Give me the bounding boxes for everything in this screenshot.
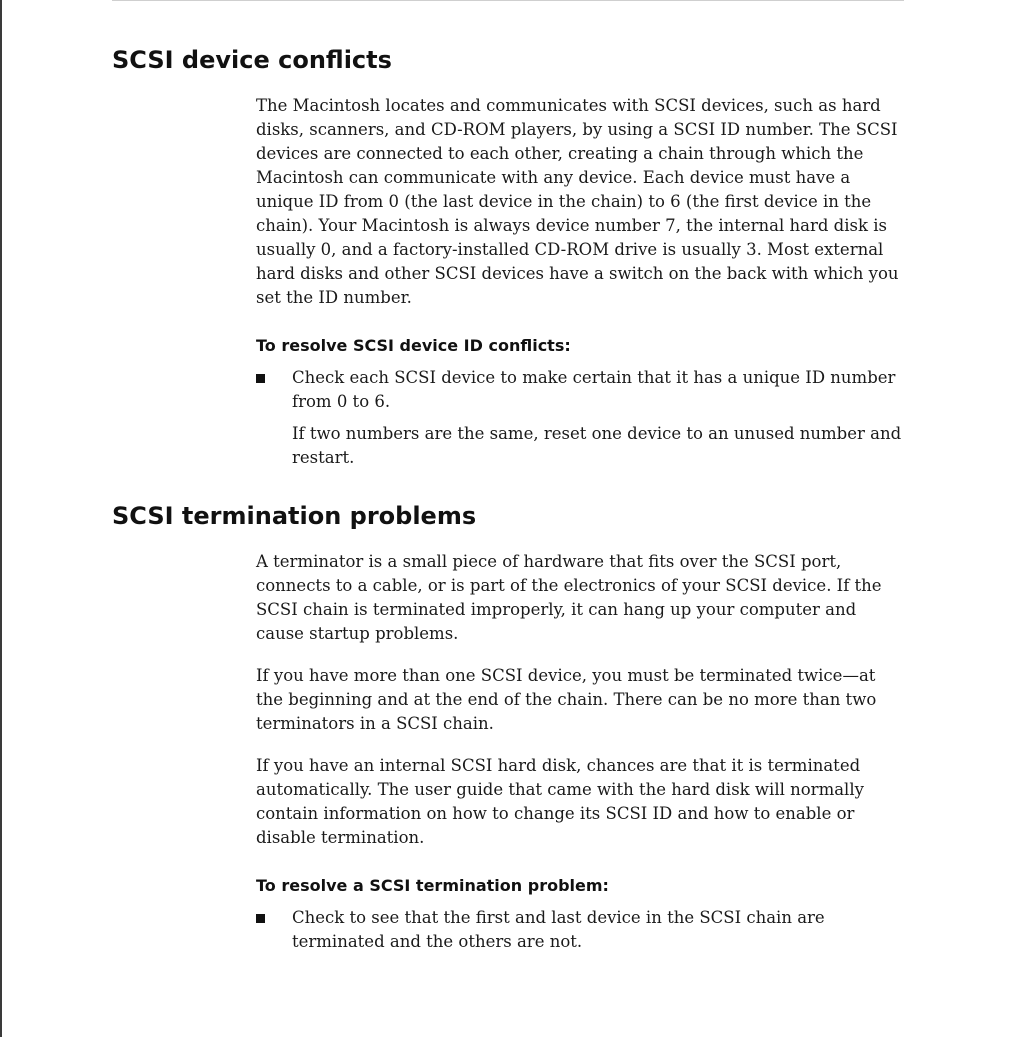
termination-paragraph-2: If you have more than one SCSI device, you must be terminated twice—at the beginning and at the end of the chain. There can be no more than two terminators in a SCSI chain. <box>256 666 877 733</box>
device-conflicts-intro: The Macintosh locates and communicates with SCSI devices, such as hard disks, scanners, and CD-ROM players, by using a SCSI ID number. The SCSI devices are connected to each other, creating a chain through which the Macintosh can communicate with any device. Each device must have a unique ID from 0 (the last device in the chain) to 6 (the first device in the chain). Your Macintosh is always device number 7, the internal hard disk is usually 0, and a factory-installed CD-ROM drive is usually 3. Most external hard disks and other SCSI devices have a switch on the back with which you set the ID number. <box>256 96 899 307</box>
section-heading-termination: SCSI termination problems <box>112 502 477 530</box>
procedure-title-device-id: To resolve SCSI device ID conflicts: <box>256 336 571 355</box>
bullet-square-icon <box>256 914 265 923</box>
page-left-edge <box>0 0 2 1037</box>
section-heading-device-conflicts: SCSI device conflicts <box>112 46 392 74</box>
procedure-title-termination: To resolve a SCSI termination problem: <box>256 876 609 895</box>
step-followup-reset: If two numbers are the same, reset one device to an unused number and restart. <box>292 424 902 467</box>
step-check-termination: Check to see that the first and last device in the SCSI chain are terminated and the others are not. <box>292 908 825 951</box>
termination-paragraph-1: A terminator is a small piece of hardware that fits over the SCSI port, connects to a cable, or is part of the electronics of your SCSI device. If the SCSI chain is terminated improperly, it can hang up your computer and cause startup problems. <box>256 552 882 643</box>
bullet-square-icon <box>256 374 265 383</box>
termination-paragraph-3: If you have an internal SCSI hard disk, chances are that it is terminated automatically. The user guide that came with the hard disk will normally contain information on how to change its SCSI ID and how to enable or disable termination. <box>256 756 864 847</box>
step-check-unique-id: Check each SCSI device to make certain that it has a unique ID number from 0 to 6. <box>292 368 896 411</box>
top-rule <box>112 0 904 1</box>
